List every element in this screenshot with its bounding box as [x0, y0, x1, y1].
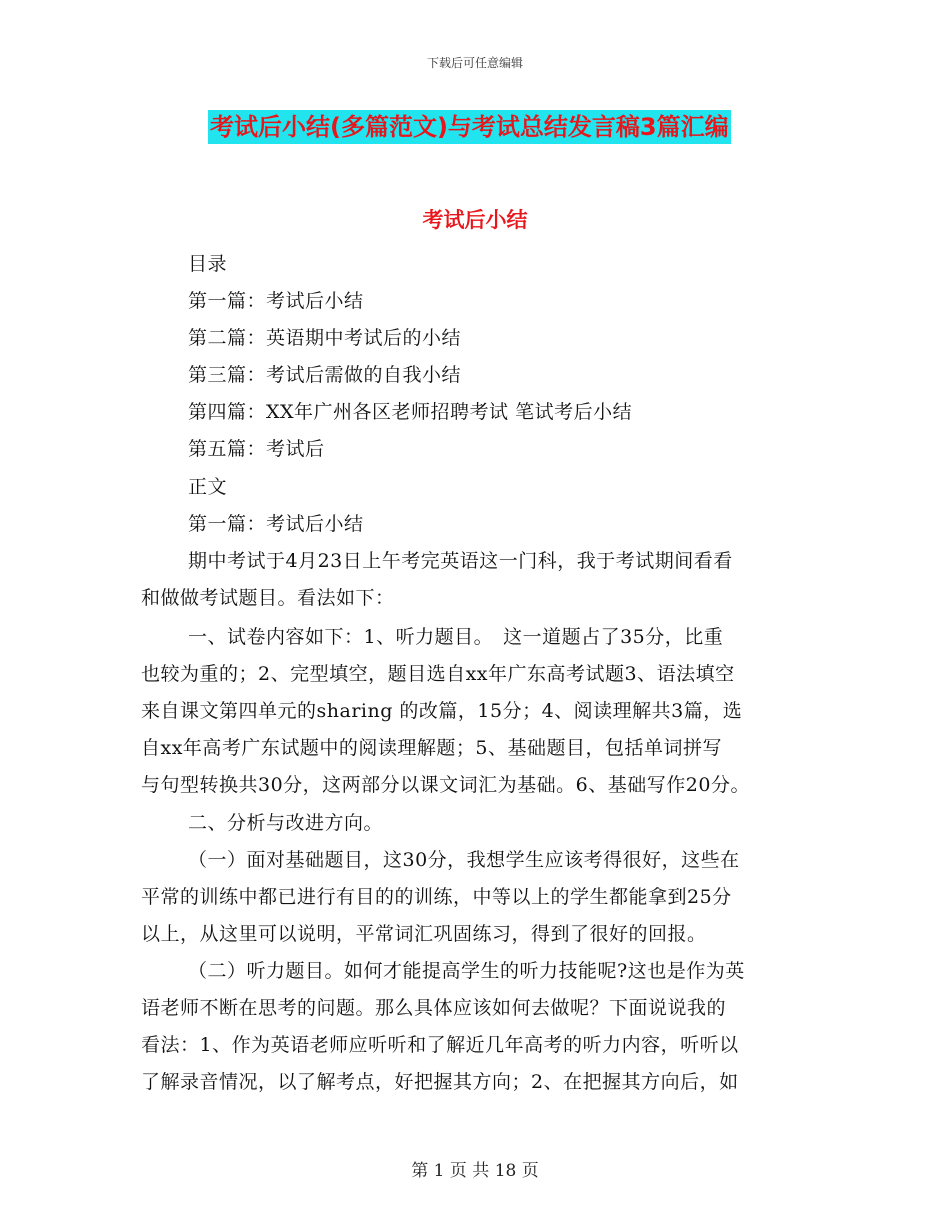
- toc-item-3: 第三篇：考试后需做的自我小结: [188, 364, 462, 386]
- toc-item-5: 第五篇：考试后: [188, 438, 325, 460]
- paragraph-line: 平常的训练中都已进行有目的的训练，中等以上的学生都能拿到25分: [141, 886, 732, 908]
- body-heading: 正文: [188, 476, 228, 498]
- paragraph-line: 与句型转换共30分，这两部分以课文词汇为基础。6、基础写作20分。: [141, 774, 750, 796]
- paragraph-line: 一、试卷内容如下：1、听力题目。 这一道题占了35分，比重: [188, 626, 724, 648]
- paragraph-line: 看法：1、作为英语老师应听听和了解近几年高考的听力内容，听听以: [141, 1034, 739, 1056]
- toc-item-2: 第二篇：英语期中考试后的小结: [188, 327, 462, 349]
- toc-item-1: 第一篇：考试后小结: [188, 290, 364, 312]
- article-heading: 第一篇：考试后小结: [188, 513, 364, 535]
- paragraph-line: 来自课文第四单元的sharing 的改篇，15分；4、阅读理解共3篇，选: [141, 700, 743, 722]
- paragraph-line: 以上，从这里可以说明，平常词汇巩固练习，得到了很好的回报。: [141, 923, 707, 945]
- paragraph-line: 期中考试于4月23日上午考完英语这一门科，我于考试期间看看: [188, 550, 733, 572]
- paragraph-line: （二）听力题目。如何才能提高学生的听力技能呢?这也是作为英: [188, 960, 745, 982]
- paragraph-line: 二、分析与改进方向。: [188, 812, 384, 834]
- paragraph-line: 和做做考试题目。看法如下：: [141, 587, 395, 609]
- paragraph-line: 了解录音情况，以了解考点，好把握其方向；2、在把握其方向后，如: [141, 1071, 739, 1093]
- page-number-footer: 第 1 页 共 18 页: [411, 1161, 539, 1181]
- paragraph-line: 也较为重的；2、完型填空，题目选自xx年广东高考试题3、语法填空: [141, 663, 735, 685]
- paragraph-line: 自xx年高考广东试题中的阅读理解题；5、基础题目，包括单词拼写: [141, 737, 723, 759]
- toc-item-4: 第四篇：XX年广州各区老师招聘考试 笔试考后小结: [188, 401, 633, 423]
- toc-heading: 目录: [188, 253, 228, 275]
- paragraph-line: 语老师不断在思考的问题。那么具体应该如何去做呢？下面说说我的: [141, 997, 727, 1019]
- header-note: 下载后可任意编辑: [426, 56, 523, 70]
- section-title: 考试后小结: [422, 208, 528, 232]
- document-title: 考试后小结(多篇范文)与考试总结发言稿3篇汇编: [208, 110, 731, 144]
- paragraph-line: （一）面对基础题目，这30分，我想学生应该考得很好，这些在: [188, 849, 740, 871]
